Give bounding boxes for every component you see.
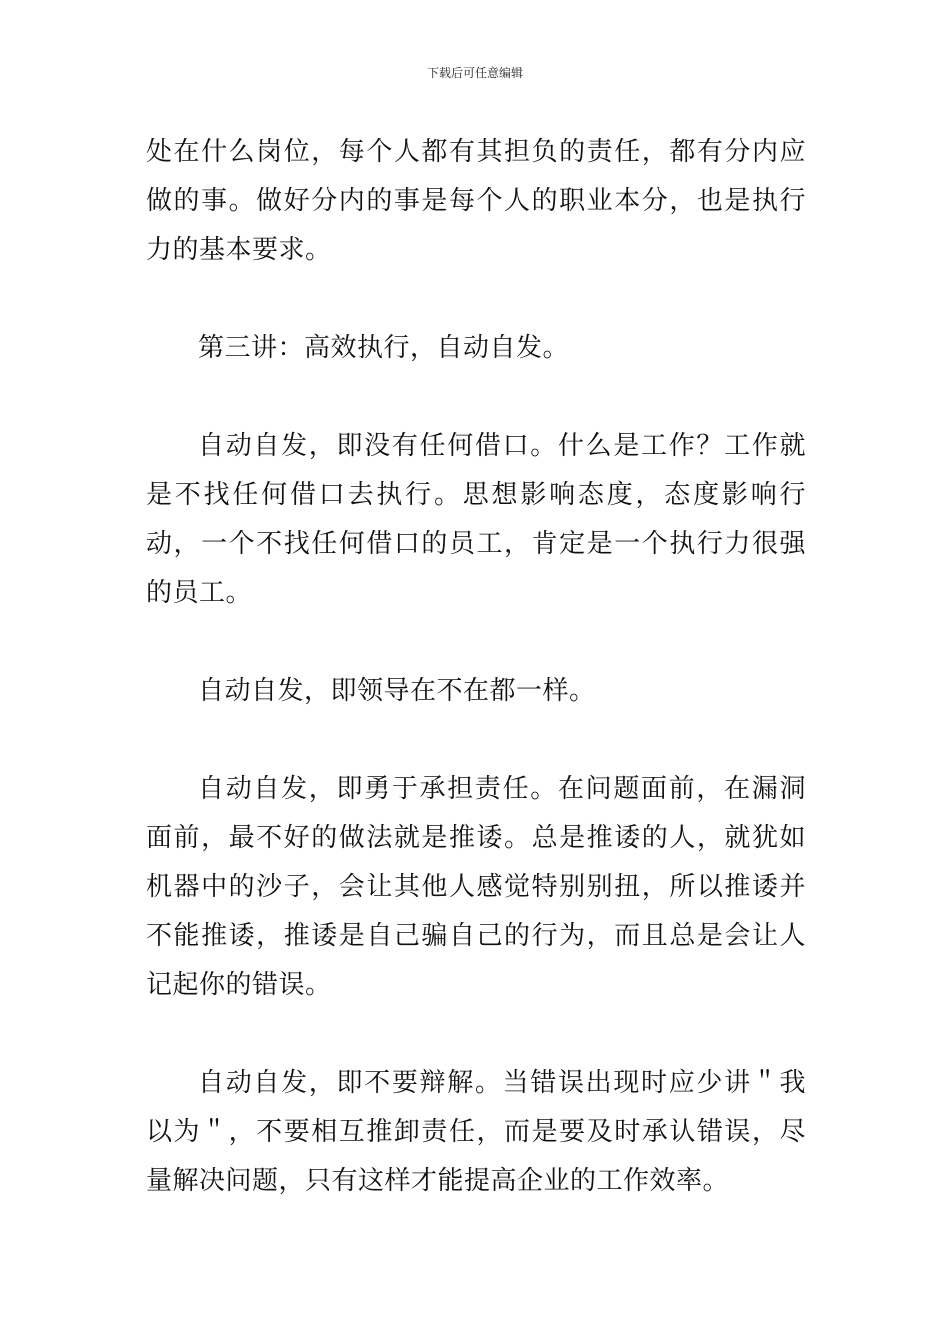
paragraph: 自动自发，即不要辩解。当错误出现时应少讲＂我以为＂，不要相互推卸责任，而是要及时承认错误，尽量解决问题，只有这样才能提高企业的工作效率。 xyxy=(146,1068,806,1196)
section-heading: 第三讲：高效执行，自动自发。 xyxy=(198,333,570,363)
paragraph: 自动自发，即领导在不在都一样。 xyxy=(198,676,596,706)
paragraph-continuation: 处在什么岗位，每个人都有其担负的责任，都有分内应做的事。做好分内的事是每个人的职业本分，也是执行力的基本要求。 xyxy=(146,137,806,265)
paragraph: 自动自发，即勇于承担责任。在问题面前，在漏洞面前，最不好的做法就是推诿。总是推诿的人，就犹如机器中的沙子，会让其他人感觉特别别扭，所以推诿并不能推诿，推诿是自己骗自己的行为，而且总是会让人记起你的错误。 xyxy=(146,774,806,1000)
document-body xyxy=(146,128,806,1206)
paragraph: 自动自发，即没有任何借口。什么是工作？工作就是不找任何借口去执行。思想影响态度，态度影响行动，一个不找任何借口的员工，肯定是一个执行力很强的员工。 xyxy=(146,431,806,608)
page-header: 下载后可任意编辑 xyxy=(426,66,523,80)
